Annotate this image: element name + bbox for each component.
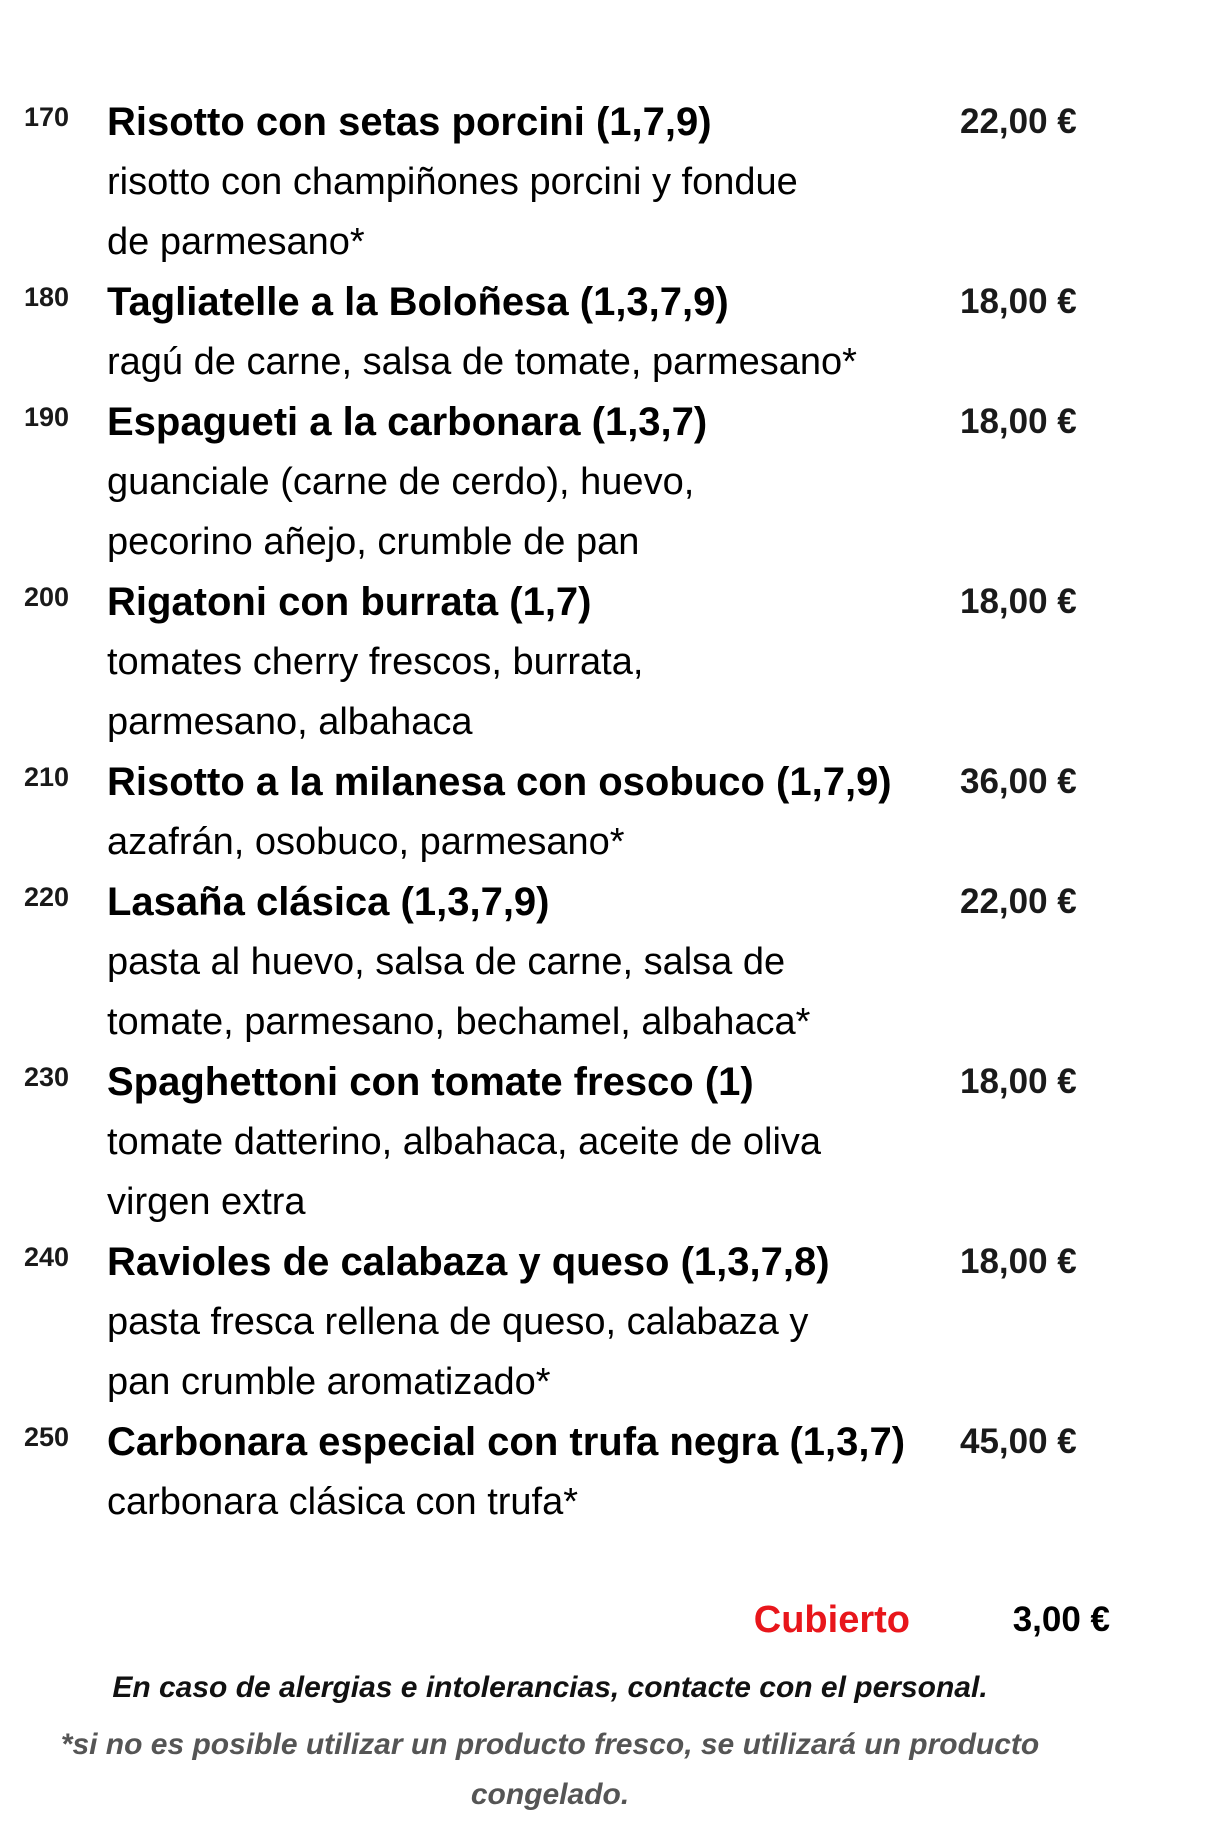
cover-charge-row: [0, 1590, 1212, 1650]
item-title: Ravioles de calabaza y queso (1,3,7,8): [107, 1240, 830, 1284]
item-price: 18,00 €: [960, 1242, 1077, 1281]
item-description: pasta fresca rellena de queso, calabaza y pan crumble aromatizado*: [107, 1301, 809, 1403]
item-price: 45,00 €: [960, 1422, 1077, 1461]
item-title: Tagliatelle a la Boloñesa (1,3,7,9): [107, 280, 729, 324]
menu-list: [0, 92, 1212, 1532]
cover-charge-price: 3,00 €: [1012, 1600, 1110, 1639]
item-price: 18,00 €: [960, 402, 1077, 441]
item-description: guanciale (carne de cerdo), huevo, pecorino añejo, crumble de pan: [107, 461, 695, 563]
item-number: 250: [24, 1422, 70, 1452]
menu-item: [0, 872, 1212, 1052]
item-title: Espagueti a la carbonara (1,3,7): [107, 400, 708, 444]
menu-item: [0, 752, 1212, 872]
item-number: 240: [24, 1242, 70, 1272]
item-description: carbonara clásica con trufa*: [107, 1481, 579, 1523]
item-title: Rigatoni con burrata (1,7): [107, 580, 592, 624]
allergy-note: En caso de alergias e intolerancias, contacte con el personal.: [112, 1671, 988, 1704]
item-number: 170: [24, 102, 70, 132]
menu-item: [0, 1232, 1212, 1412]
menu-item: [0, 92, 1212, 272]
item-description: ragú de carne, salsa de tomate, parmesano*: [107, 341, 857, 383]
item-description: azafrán, osobuco, parmesano*: [107, 821, 625, 863]
item-title: Spaghettoni con tomate fresco (1): [107, 1060, 754, 1104]
item-title: Lasaña clásica (1,3,7,9): [107, 880, 550, 924]
menu-item: [0, 1412, 1212, 1532]
menu-item: [0, 272, 1212, 392]
item-title: Carbonara especial con trufa negra (1,3,7): [107, 1420, 906, 1464]
item-description: pasta al huevo, salsa de carne, salsa de tomate, parmesano, bechamel, albahaca*: [107, 941, 811, 1043]
item-price: 18,00 €: [960, 282, 1077, 321]
item-title: Risotto con setas porcini (1,7,9): [107, 100, 712, 144]
item-number: 200: [24, 582, 70, 612]
item-description: tomate datterino, albahaca, aceite de oliva virgen extra: [107, 1121, 822, 1223]
item-number: 230: [24, 1062, 70, 1092]
item-number: 210: [24, 762, 70, 792]
item-title: Risotto a la milanesa con osobuco (1,7,9): [107, 760, 892, 804]
item-description: tomates cherry frescos, burrata, parmesano, albahaca: [107, 641, 644, 743]
frozen-note-line: congelado.: [470, 1778, 630, 1811]
item-price: 22,00 €: [960, 102, 1077, 141]
item-price: 18,00 €: [960, 1062, 1077, 1101]
frozen-note-line: *si no es posible utilizar un producto fresco, se utilizará un producto: [60, 1728, 1040, 1761]
frozen-product-note: [0, 1720, 1100, 1820]
menu-item: [0, 572, 1212, 752]
item-price: 22,00 €: [960, 882, 1077, 921]
item-price: 36,00 €: [960, 762, 1077, 801]
cover-charge-label: Cubierto: [753, 1599, 910, 1641]
menu-item: [0, 1052, 1212, 1232]
item-description: risotto con champiñones porcini y fondue de parmesano*: [107, 161, 798, 263]
item-number: 220: [24, 882, 70, 912]
item-number: 190: [24, 402, 70, 432]
item-price: 18,00 €: [960, 582, 1077, 621]
menu-item: [0, 392, 1212, 572]
item-number: 180: [24, 282, 70, 312]
